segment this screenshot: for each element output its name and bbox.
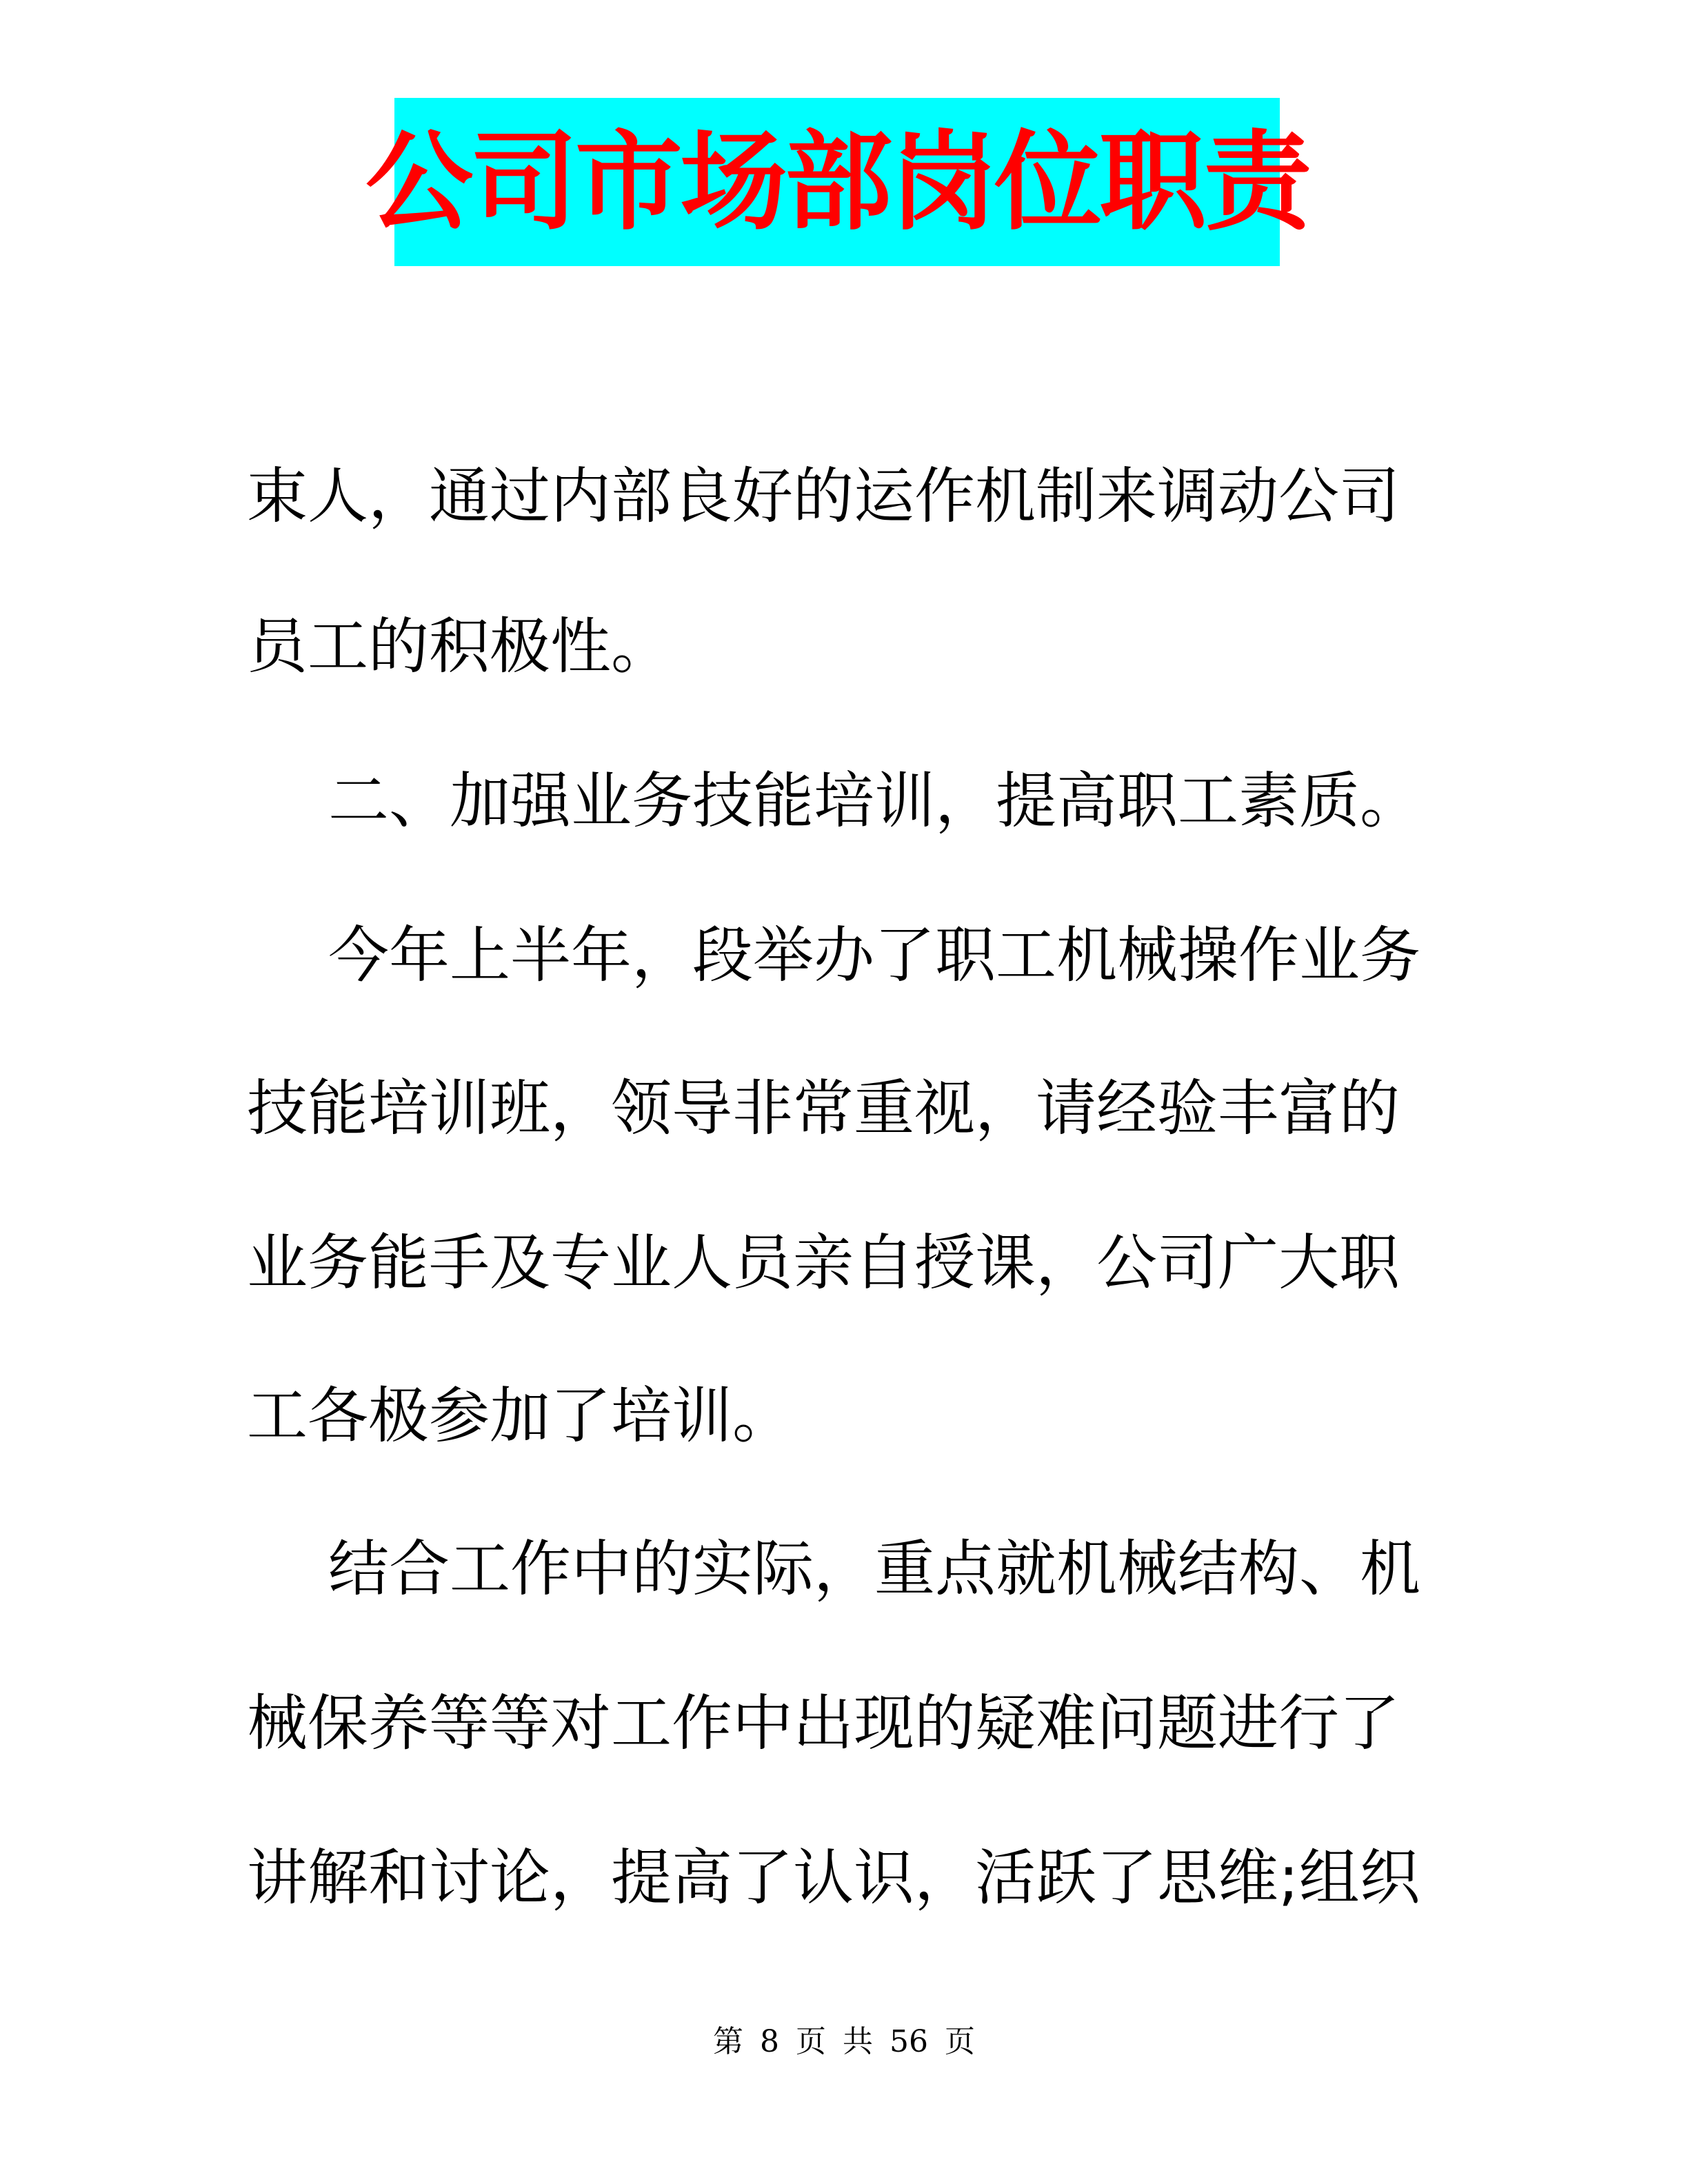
page-footer: [0, 2024, 1688, 2059]
paragraph-line-6: 业务能手及专业人员亲自授课，公司广大职: [247, 1227, 1400, 1298]
section-heading: 二、加强业务技能培训，提高职工素质。: [328, 765, 1421, 836]
paragraph-line-5: 技能培训班，领导非常重视，请经验丰富的: [247, 1073, 1400, 1144]
paragraph-line-4: 今年上半年，段举办了职工机械操作业务: [328, 920, 1421, 991]
document-title: 公司市场部岗位职责: [365, 119, 1309, 245]
paragraph-line-9: 械保养等等对工作中出现的疑难问题进行了: [247, 1688, 1400, 1759]
title-banner: [365, 98, 1309, 266]
footer-total-label: 共: [843, 2024, 873, 2059]
paragraph-line-1: 束人，通过内部良好的运作机制来调动公司: [247, 461, 1400, 532]
paragraph-line-7: 工各极参加了培训。: [247, 1380, 794, 1451]
paragraph-line-2: 员工的积极性。: [247, 611, 672, 682]
footer-current-page: 8: [760, 2024, 779, 2059]
footer-page-unit: 页: [796, 2024, 826, 2059]
footer-suffix: 页: [945, 2024, 975, 2059]
paragraph-line-8: 结合工作中的实际，重点就机械结构、机: [328, 1533, 1421, 1604]
footer-prefix: 第: [713, 2024, 743, 2059]
footer-total-pages: 56: [890, 2024, 928, 2059]
paragraph-line-10: 讲解和讨论，提高了认识，活跃了思维;组织: [247, 1842, 1420, 1913]
